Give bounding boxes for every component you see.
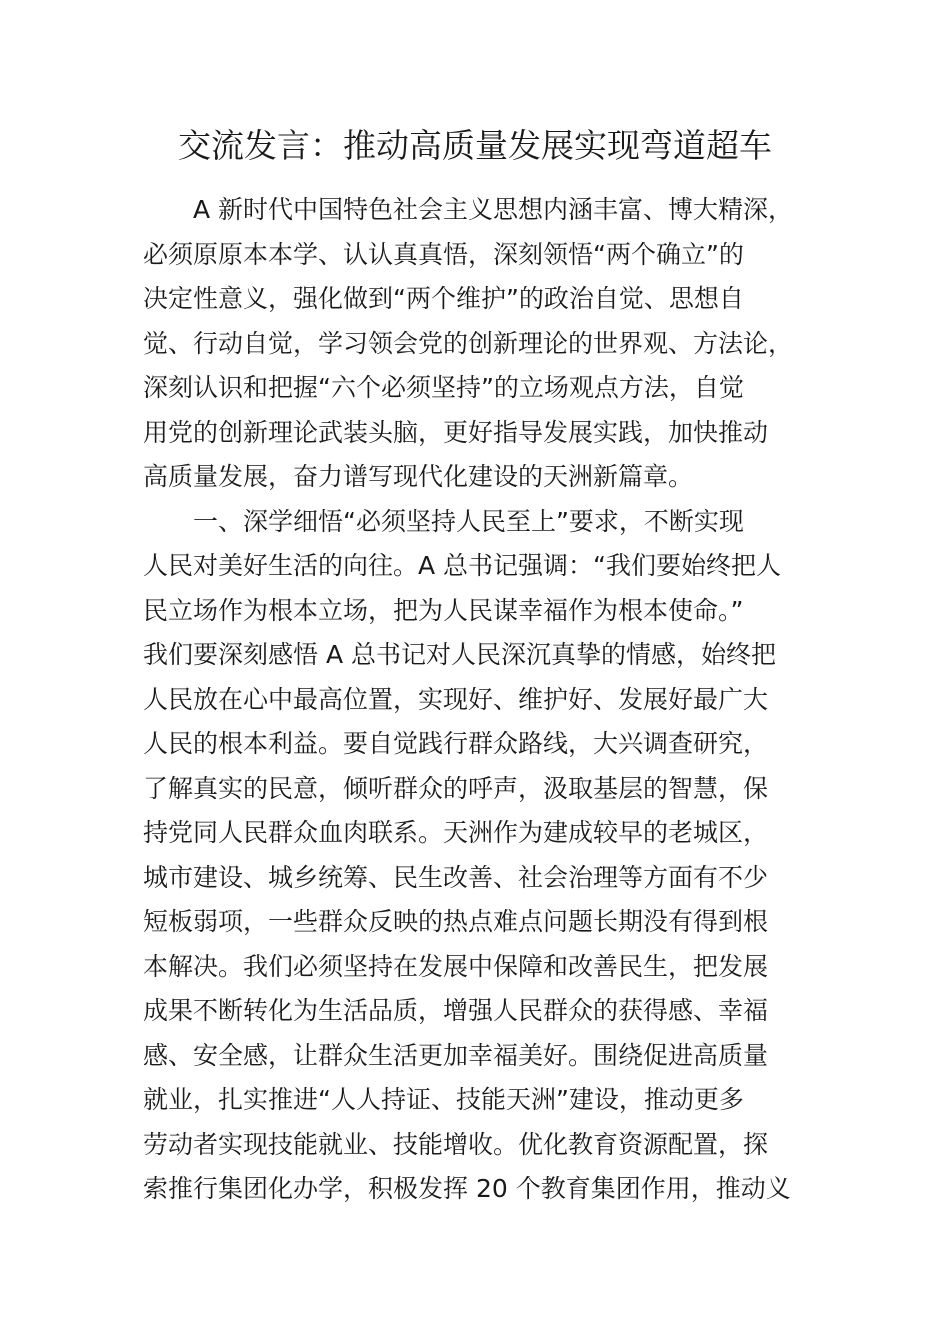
paragraph-2-line-1: 一、深学细悟“必须坚持人民至上”要求，不断实现 <box>193 506 744 536</box>
paragraph-1-line-1: A 新时代中国特色社会主义思想内涵丰富、博大精深， <box>193 195 794 224</box>
paragraph-1-line-2: 必须原原本本学、认认真真悟，深刻领悟“两个确立”的 <box>143 239 744 269</box>
paragraph-2-line-14: 就业，扎实推进“人人持证、技能天洲”建设，推动更多 <box>143 1085 744 1114</box>
paragraph-2-line-6: 人民的根本利益。要自觉践行群众路线，大兴调查研究， <box>143 729 769 758</box>
paragraph-2-line-10: 短板弱项，一些群众反映的热点难点问题长期没有得到根 <box>143 907 769 936</box>
paragraph-1-line-5: 深刻认识和把握“六个必须坚持”的立场观点方法，自觉 <box>143 373 744 402</box>
document-body <box>143 188 813 1212</box>
paragraph-2-line-5: 人民放在心中最高位置，实现好、维护好、发展好最广大 <box>143 684 769 714</box>
paragraph-2-line-15: 劳动者实现技能就业、技能增收。优化教育资源配置，探 <box>143 1129 769 1159</box>
paragraph-2-line-12: 成果不断转化为生活品质，增强人民群众的获得感、幸福 <box>143 996 769 1025</box>
paragraph-1-line-7: 高质量发展，奋力谱写现代化建设的天洲新篇章。 <box>143 462 694 491</box>
paragraph-2-line-3: 民立场作为根本立场，把为人民谋幸福作为根本使命。” <box>143 595 744 625</box>
paragraph-2-line-2: 人民对美好生活的向往。A 总书记强调：“我们要始终把人 <box>143 551 782 580</box>
paragraph-1-line-6: 用党的创新理论武装头脑，更好指导发展实践，加快推动 <box>143 417 769 447</box>
paragraph-2-line-9: 城市建设、城乡统筹、民生改善、社会治理等方面有不少 <box>143 862 769 892</box>
paragraph-1-line-4: 觉、行动自觉，学习领会党的创新理论的世界观、方法论， <box>143 328 794 358</box>
paragraph-2-line-16: 索推行集团化办学，积极发挥 20 个教育集团作用，推动义 <box>143 1174 791 1203</box>
paragraph-2-line-11: 本解决。我们必须坚持在发展中保障和改善民生，把发展 <box>143 951 769 981</box>
paragraph-1-line-3: 决定性意义，强化做到“两个维护”的政治自觉、思想自 <box>143 284 744 313</box>
paragraph-2-line-7: 了解真实的民意，倾听群众的呼声，汲取基层的智慧，保 <box>143 773 769 803</box>
paragraph-2-line-4: 我们要深刻感悟 A 总书记对人民深沉真挚的情感，始终把 <box>143 640 776 669</box>
paragraph-2-line-8: 持党同人民群众血肉联系。天洲作为建成较早的老城区， <box>143 818 769 847</box>
document-title: 交流发言：推动高质量发展实现弯道超车 <box>178 126 772 165</box>
paragraph-2-line-13: 感、安全感，让群众生活更加幸福美好。围绕促进高质量 <box>143 1040 769 1070</box>
